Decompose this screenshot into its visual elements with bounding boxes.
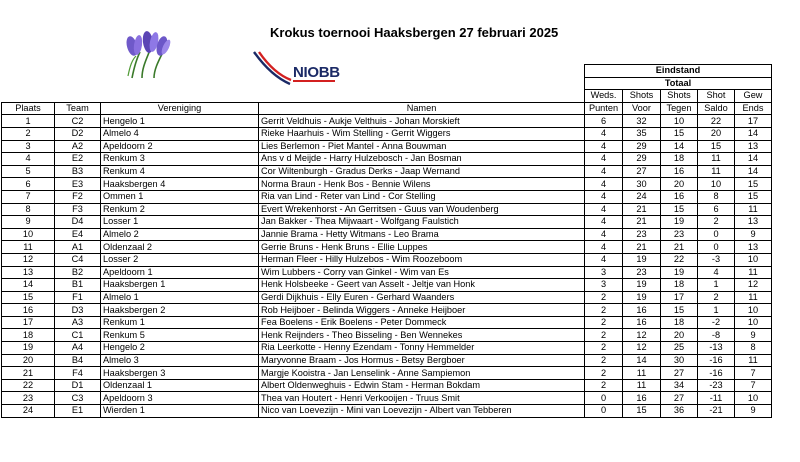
cell-namen: Albert Oldenweghuis - Edwin Stam - Herman Bokdam	[259, 379, 585, 392]
table-row	[2, 115, 772, 128]
standings-rows	[2, 115, 772, 417]
cell-ends: 11	[735, 266, 772, 279]
cell-punten: 3	[585, 266, 623, 279]
cell-punten: 2	[585, 304, 623, 317]
table-row	[2, 367, 772, 380]
cell-voor: 21	[623, 241, 661, 254]
cell-team: E1	[55, 405, 101, 418]
cell-vereniging: Haaksbergen 4	[101, 178, 259, 191]
cell-team: F3	[55, 203, 101, 216]
cell-punten: 4	[585, 178, 623, 191]
cell-plaats: 5	[2, 165, 55, 178]
cell-plaats: 21	[2, 367, 55, 380]
cell-punten: 4	[585, 203, 623, 216]
cell-ends: 13	[735, 216, 772, 229]
cell-saldo: 20	[698, 127, 735, 140]
cell-plaats: 7	[2, 190, 55, 203]
cell-vereniging: Renkum 3	[101, 153, 259, 166]
table-row	[2, 316, 772, 329]
cell-plaats: 15	[2, 291, 55, 304]
cell-ends: 7	[735, 367, 772, 380]
cell-ends: 13	[735, 241, 772, 254]
cell-team: E4	[55, 228, 101, 241]
cell-team: D3	[55, 304, 101, 317]
cell-team: E2	[55, 153, 101, 166]
cell-vereniging: Wierden 1	[101, 405, 259, 418]
cell-vereniging: Apeldoorn 2	[101, 140, 259, 153]
cell-saldo: 11	[698, 153, 735, 166]
table-row	[2, 216, 772, 229]
cell-namen: Henk Holsbeeke - Geert van Asselt - Jeltje van Honk	[259, 279, 585, 292]
col-plaats: Plaats	[2, 102, 55, 115]
cell-team: C1	[55, 329, 101, 342]
cell-ends: 11	[735, 354, 772, 367]
cell-team: F1	[55, 291, 101, 304]
table-row	[2, 266, 772, 279]
cell-tegen: 15	[661, 203, 698, 216]
cell-saldo: -16	[698, 367, 735, 380]
cell-voor: 15	[623, 405, 661, 418]
cell-plaats: 10	[2, 228, 55, 241]
col-top-shots-tegen: Shots	[661, 90, 698, 103]
cell-tegen: 18	[661, 316, 698, 329]
cell-tegen: 16	[661, 165, 698, 178]
cell-plaats: 8	[2, 203, 55, 216]
cell-vereniging: Almelo 2	[101, 228, 259, 241]
cell-punten: 3	[585, 279, 623, 292]
page-title: Krokus toernooi Haaksbergen 27 februari 2025	[270, 25, 559, 40]
cell-saldo: 0	[698, 241, 735, 254]
cell-plaats: 3	[2, 140, 55, 153]
cell-vereniging: Renkum 5	[101, 329, 259, 342]
cell-tegen: 17	[661, 291, 698, 304]
cell-punten: 4	[585, 241, 623, 254]
cell-namen: Rieke Haarhuis - Wim Stelling - Gerrit Wiggers	[259, 127, 585, 140]
table-row	[2, 304, 772, 317]
cell-vereniging: Haaksbergen 3	[101, 367, 259, 380]
cell-vereniging: Haaksbergen 2	[101, 304, 259, 317]
cell-plaats: 6	[2, 178, 55, 191]
cell-voor: 24	[623, 190, 661, 203]
col-punten: Punten	[585, 102, 623, 115]
cell-voor: 27	[623, 165, 661, 178]
cell-tegen: 34	[661, 379, 698, 392]
group-header-row	[2, 65, 772, 78]
cell-voor: 11	[623, 367, 661, 380]
cell-namen: Nico van Loevezijn - Mini van Loevezijn - Albert van Tebberen	[259, 405, 585, 418]
cell-voor: 14	[623, 354, 661, 367]
cell-voor: 23	[623, 266, 661, 279]
cell-plaats: 2	[2, 127, 55, 140]
cell-vereniging: Renkum 4	[101, 165, 259, 178]
cell-voor: 11	[623, 379, 661, 392]
cell-punten: 4	[585, 153, 623, 166]
cell-ends: 13	[735, 140, 772, 153]
table-row	[2, 291, 772, 304]
cell-saldo: -21	[698, 405, 735, 418]
cell-punten: 4	[585, 190, 623, 203]
cell-ends: 10	[735, 304, 772, 317]
cell-plaats: 11	[2, 241, 55, 254]
top-header-row	[2, 90, 772, 103]
cell-namen: Margje Kooistra - Jan Lenselink - Anne Sampiemon	[259, 367, 585, 380]
cell-namen: Henk Reijnders - Theo Bisseling - Ben Wennekes	[259, 329, 585, 342]
cell-ends: 7	[735, 379, 772, 392]
cell-tegen: 36	[661, 405, 698, 418]
cell-tegen: 19	[661, 216, 698, 229]
cell-vereniging: Oldenzaal 2	[101, 241, 259, 254]
table-row	[2, 178, 772, 191]
cell-vereniging: Hengelo 1	[101, 115, 259, 128]
cell-team: A2	[55, 140, 101, 153]
cell-namen: Norma Braun - Henk Bos - Bennie Wilens	[259, 178, 585, 191]
cell-voor: 16	[623, 316, 661, 329]
cell-vereniging: Almelo 1	[101, 291, 259, 304]
cell-plaats: 9	[2, 216, 55, 229]
cell-saldo: 8	[698, 190, 735, 203]
cell-vereniging: Almelo 3	[101, 354, 259, 367]
table-row	[2, 241, 772, 254]
cell-saldo: 1	[698, 279, 735, 292]
cell-tegen: 20	[661, 178, 698, 191]
cell-saldo: -23	[698, 379, 735, 392]
cell-ends: 14	[735, 127, 772, 140]
table-row	[2, 279, 772, 292]
cell-voor: 19	[623, 291, 661, 304]
cell-punten: 2	[585, 367, 623, 380]
cell-punten: 4	[585, 127, 623, 140]
cell-namen: Gerrit Veldhuis - Aukje Velthuis - Johan Morskieft	[259, 115, 585, 128]
col-namen: Namen	[259, 102, 585, 115]
cell-tegen: 23	[661, 228, 698, 241]
col-vereniging: Vereniging	[101, 102, 259, 115]
cell-tegen: 15	[661, 127, 698, 140]
cell-vereniging: Renkum 1	[101, 316, 259, 329]
table-row	[2, 228, 772, 241]
cell-saldo: -13	[698, 342, 735, 355]
cell-voor: 35	[623, 127, 661, 140]
cell-team: F2	[55, 190, 101, 203]
table-row	[2, 253, 772, 266]
cell-punten: 2	[585, 379, 623, 392]
cell-team: A1	[55, 241, 101, 254]
cell-saldo: 4	[698, 266, 735, 279]
cell-namen: Cor Wiltenburgh - Gradus Derks - Jaap Wernand	[259, 165, 585, 178]
cell-saldo: -8	[698, 329, 735, 342]
cell-namen: Ria van Lind - Reter van Lind - Cor Stelling	[259, 190, 585, 203]
cell-team: A3	[55, 316, 101, 329]
cell-vereniging: Losser 2	[101, 253, 259, 266]
cell-ends: 10	[735, 316, 772, 329]
table-row	[2, 203, 772, 216]
cell-team: F4	[55, 367, 101, 380]
cell-ends: 14	[735, 153, 772, 166]
cell-tegen: 10	[661, 115, 698, 128]
cell-punten: 4	[585, 253, 623, 266]
cell-tegen: 20	[661, 329, 698, 342]
cell-voor: 32	[623, 115, 661, 128]
cell-saldo: 1	[698, 304, 735, 317]
cell-ends: 11	[735, 291, 772, 304]
col-top-shots-voor: Shots	[623, 90, 661, 103]
cell-saldo: 6	[698, 203, 735, 216]
column-header-row	[2, 102, 772, 115]
cell-team: B4	[55, 354, 101, 367]
cell-namen: Jan Bakker - Thea Mijwaart - Wolfgang Faulstich	[259, 216, 585, 229]
cell-vereniging: Apeldoorn 1	[101, 266, 259, 279]
cell-team: C2	[55, 115, 101, 128]
cell-namen: Thea van Houtert - Henri Verkooijen - Truus Smit	[259, 392, 585, 405]
cell-namen: Gerdi Dijkhuis - Elly Euren - Gerhard Waanders	[259, 291, 585, 304]
cell-tegen: 16	[661, 190, 698, 203]
cell-plaats: 1	[2, 115, 55, 128]
cell-tegen: 27	[661, 392, 698, 405]
table-row	[2, 329, 772, 342]
cell-plaats: 16	[2, 304, 55, 317]
cell-voor: 29	[623, 153, 661, 166]
col-voor: Voor	[623, 102, 661, 115]
cell-saldo: -2	[698, 316, 735, 329]
cell-tegen: 14	[661, 140, 698, 153]
cell-punten: 4	[585, 165, 623, 178]
cell-punten: 2	[585, 291, 623, 304]
cell-plaats: 17	[2, 316, 55, 329]
cell-voor: 12	[623, 329, 661, 342]
cell-team: E3	[55, 178, 101, 191]
cell-plaats: 22	[2, 379, 55, 392]
cell-voor: 30	[623, 178, 661, 191]
cell-voor: 23	[623, 228, 661, 241]
cell-punten: 2	[585, 316, 623, 329]
cell-plaats: 24	[2, 405, 55, 418]
cell-saldo: 2	[698, 216, 735, 229]
col-top-weds: Weds.	[585, 90, 623, 103]
col-saldo: Saldo	[698, 102, 735, 115]
cell-namen: Fea Boelens - Erik Boelens - Peter Dommeck	[259, 316, 585, 329]
cell-saldo: 10	[698, 178, 735, 191]
cell-namen: Herman Fleer - Hilly Hulzebos - Wim Roozeboom	[259, 253, 585, 266]
cell-ends: 9	[735, 405, 772, 418]
cell-voor: 16	[623, 304, 661, 317]
cell-saldo: 22	[698, 115, 735, 128]
cell-tegen: 19	[661, 266, 698, 279]
cell-punten: 0	[585, 392, 623, 405]
cell-namen: Maryvonne Braam - Jos Hormus - Betsy Bergboer	[259, 354, 585, 367]
niobb-logo-text: NIOBB	[293, 64, 340, 81]
col-top-gew-ends: Gew	[735, 90, 772, 103]
cell-vereniging: Haaksbergen 1	[101, 279, 259, 292]
cell-namen: Gerrie Bruns - Henk Bruns - Ellie Luppes	[259, 241, 585, 254]
cell-saldo: -3	[698, 253, 735, 266]
table-row	[2, 127, 772, 140]
cell-tegen: 27	[661, 367, 698, 380]
table-row	[2, 165, 772, 178]
cell-namen: Ria Leerkotte - Henny Ezendam - Tonny Hemmelder	[259, 342, 585, 355]
cell-punten: 0	[585, 405, 623, 418]
cell-namen: Ans v d Meijde - Harry Hulzebosch - Jan Bosman	[259, 153, 585, 166]
table-row	[2, 153, 772, 166]
cell-vereniging: Apeldoorn 3	[101, 392, 259, 405]
cell-namen: Wim Lubbers - Corry van Ginkel - Wim van Es	[259, 266, 585, 279]
cell-saldo: -11	[698, 392, 735, 405]
standings-table	[1, 64, 772, 418]
cell-punten: 2	[585, 354, 623, 367]
eindstand-header: Eindstand	[585, 65, 772, 78]
cell-plaats: 12	[2, 253, 55, 266]
table-row	[2, 354, 772, 367]
table-row	[2, 190, 772, 203]
cell-plaats: 14	[2, 279, 55, 292]
cell-team: C4	[55, 253, 101, 266]
cell-voor: 29	[623, 140, 661, 153]
cell-saldo: 2	[698, 291, 735, 304]
cell-tegen: 18	[661, 153, 698, 166]
cell-team: B3	[55, 165, 101, 178]
totaal-header: Totaal	[585, 77, 772, 90]
cell-punten: 2	[585, 342, 623, 355]
cell-punten: 2	[585, 329, 623, 342]
table-row	[2, 405, 772, 418]
cell-namen: Rob Heijboer - Belinda Wiggers - Anneke Heijboer	[259, 304, 585, 317]
cell-ends: 10	[735, 392, 772, 405]
cell-vereniging: Ommen 1	[101, 190, 259, 203]
cell-ends: 9	[735, 228, 772, 241]
cell-tegen: 25	[661, 342, 698, 355]
cell-namen: Jannie Brama - Hetty Witmans - Leo Brama	[259, 228, 585, 241]
cell-punten: 4	[585, 140, 623, 153]
cell-team: D2	[55, 127, 101, 140]
cell-voor: 21	[623, 216, 661, 229]
table-row	[2, 392, 772, 405]
col-tegen: Tegen	[661, 102, 698, 115]
cell-team: B2	[55, 266, 101, 279]
cell-ends: 15	[735, 178, 772, 191]
cell-vereniging: Renkum 2	[101, 203, 259, 216]
cell-vereniging: Oldenzaal 1	[101, 379, 259, 392]
table-row	[2, 342, 772, 355]
cell-voor: 21	[623, 203, 661, 216]
cell-plaats: 19	[2, 342, 55, 355]
cell-vereniging: Almelo 4	[101, 127, 259, 140]
cell-punten: 4	[585, 216, 623, 229]
cell-voor: 12	[623, 342, 661, 355]
cell-ends: 10	[735, 253, 772, 266]
table-row	[2, 379, 772, 392]
cell-tegen: 30	[661, 354, 698, 367]
cell-team: C3	[55, 392, 101, 405]
cell-ends: 14	[735, 165, 772, 178]
sub-header-row	[2, 77, 772, 90]
cell-ends: 9	[735, 329, 772, 342]
cell-ends: 15	[735, 190, 772, 203]
cell-team: A4	[55, 342, 101, 355]
cell-ends: 11	[735, 203, 772, 216]
cell-punten: 4	[585, 228, 623, 241]
cell-vereniging: Hengelo 2	[101, 342, 259, 355]
cell-namen: Evert Wrekenhorst - An Gerritsen - Guus van Woudenberg	[259, 203, 585, 216]
col-ends: Ends	[735, 102, 772, 115]
cell-ends: 12	[735, 279, 772, 292]
cell-tegen: 18	[661, 279, 698, 292]
cell-team: D1	[55, 379, 101, 392]
cell-saldo: 0	[698, 228, 735, 241]
cell-vereniging: Losser 1	[101, 216, 259, 229]
cell-plaats: 13	[2, 266, 55, 279]
col-team: Team	[55, 102, 101, 115]
cell-tegen: 21	[661, 241, 698, 254]
cell-saldo: 15	[698, 140, 735, 153]
cell-plaats: 4	[2, 153, 55, 166]
cell-saldo: -16	[698, 354, 735, 367]
cell-voor: 19	[623, 253, 661, 266]
cell-punten: 6	[585, 115, 623, 128]
cell-plaats: 18	[2, 329, 55, 342]
cell-plaats: 20	[2, 354, 55, 367]
cell-team: D4	[55, 216, 101, 229]
col-top-shot-saldo: Shot	[698, 90, 735, 103]
table-row	[2, 140, 772, 153]
cell-voor: 16	[623, 392, 661, 405]
cell-namen: Lies Berlemon - Piet Mantel - Anna Bouwman	[259, 140, 585, 153]
cell-ends: 17	[735, 115, 772, 128]
cell-tegen: 15	[661, 304, 698, 317]
cell-team: B1	[55, 279, 101, 292]
cell-plaats: 23	[2, 392, 55, 405]
cell-ends: 8	[735, 342, 772, 355]
cell-tegen: 22	[661, 253, 698, 266]
cell-saldo: 11	[698, 165, 735, 178]
cell-voor: 19	[623, 279, 661, 292]
